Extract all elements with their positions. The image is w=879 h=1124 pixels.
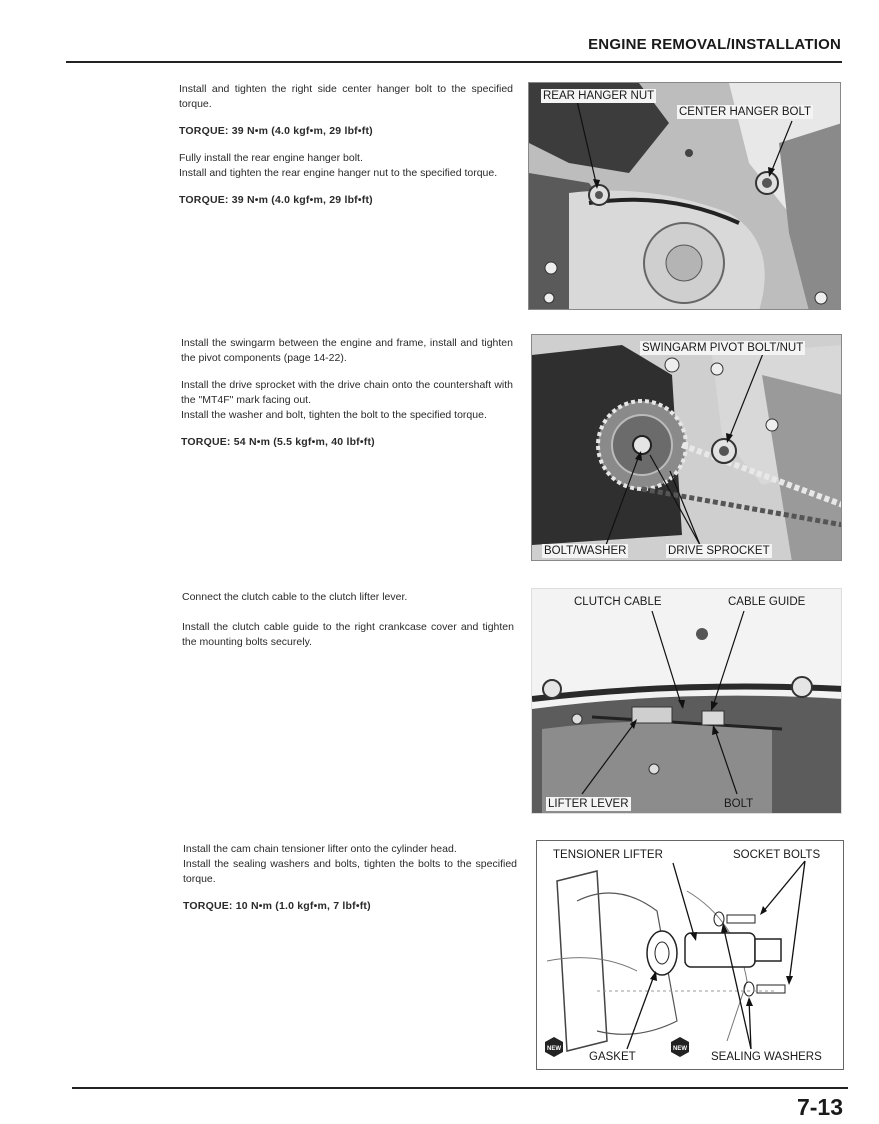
- callout-cable-guide: CABLE GUIDE: [728, 596, 806, 608]
- section-1-text: [179, 82, 513, 220]
- section-4-text: [183, 842, 517, 926]
- callout-swingarm-pivot-bolt-nut: SWINGARM PIVOT BOLT/NUT: [642, 342, 804, 354]
- instruction: Install the sealing washers and bolts, tighten the bolts to the specified torque.: [183, 858, 517, 885]
- section-2-text: [181, 336, 513, 462]
- clutch-cable-photo: [531, 588, 842, 814]
- engine-hanger-photo: [528, 82, 841, 310]
- new-part-label: NEW: [673, 1046, 687, 1052]
- instruction: Install the washer and bolt, tighten the bolt to the specified torque.: [181, 409, 487, 421]
- instruction: Install the cam chain tensioner lifter onto the cylinder head.: [183, 843, 457, 855]
- clutch-cable-illustration: [532, 589, 842, 814]
- page-number: 7-13: [796, 1094, 843, 1120]
- instruction: Install the swingarm between the engine and frame, install and tighten the pivot components (page 14-22).: [181, 337, 513, 364]
- new-part-label: NEW: [547, 1046, 561, 1052]
- callout-bolt-washer: BOLT/WASHER: [544, 545, 627, 557]
- instruction: Install the drive sprocket with the drive chain onto the countershaft with the "MT4F" mark facing out.: [181, 379, 513, 406]
- callout-bolt: BOLT: [724, 798, 754, 810]
- callout-gasket: GASKET: [589, 1051, 636, 1063]
- instruction: Install and tighten the rear engine hanger nut to the specified torque.: [179, 167, 498, 179]
- callout-sealing-washers: SEALING WASHERS: [711, 1051, 822, 1063]
- torque-spec: TORQUE: 54 N•m (5.5 kgf•m, 40 lbf•ft): [181, 436, 375, 448]
- instruction: Install the clutch cable guide to the right crankcase cover and tighten the mounting bolts securely.: [182, 621, 514, 648]
- drive-sprocket-illustration: [532, 335, 842, 561]
- callout-socket-bolts: SOCKET BOLTS: [733, 849, 821, 861]
- new-part-icon: [669, 1036, 691, 1058]
- callout-center-hanger-bolt: CENTER HANGER BOLT: [679, 106, 812, 118]
- torque-spec: TORQUE: 10 N•m (1.0 kgf•m, 7 lbf•ft): [183, 900, 371, 912]
- instruction: Fully install the rear engine hanger bolt.: [179, 152, 363, 164]
- section-3-text: [182, 590, 514, 662]
- instruction: Install and tighten the right side center hanger bolt to the specified torque.: [179, 83, 513, 110]
- callout-drive-sprocket: DRIVE SPROCKET: [668, 545, 770, 557]
- callout-tensioner-lifter: TENSIONER LIFTER: [553, 849, 663, 861]
- drive-sprocket-photo: [531, 334, 842, 561]
- instruction: Connect the clutch cable to the clutch lifter lever.: [182, 591, 408, 603]
- callout-clutch-cable: CLUTCH CABLE: [574, 596, 662, 608]
- page-title: ENGINE REMOVAL/INSTALLATION: [588, 36, 841, 53]
- callout-rear-hanger-nut: REAR HANGER NUT: [543, 90, 655, 102]
- torque-spec: TORQUE: 39 N•m (4.0 kgf•m, 29 lbf•ft): [179, 125, 373, 137]
- callout-lifter-lever: LIFTER LEVER: [548, 798, 629, 810]
- tensioner-lifter-diagram: [536, 840, 844, 1070]
- new-part-icon: [543, 1036, 565, 1058]
- header-divider: [66, 61, 842, 63]
- torque-spec: TORQUE: 39 N•m (4.0 kgf•m, 29 lbf•ft): [179, 194, 373, 206]
- footer-divider: [72, 1087, 848, 1089]
